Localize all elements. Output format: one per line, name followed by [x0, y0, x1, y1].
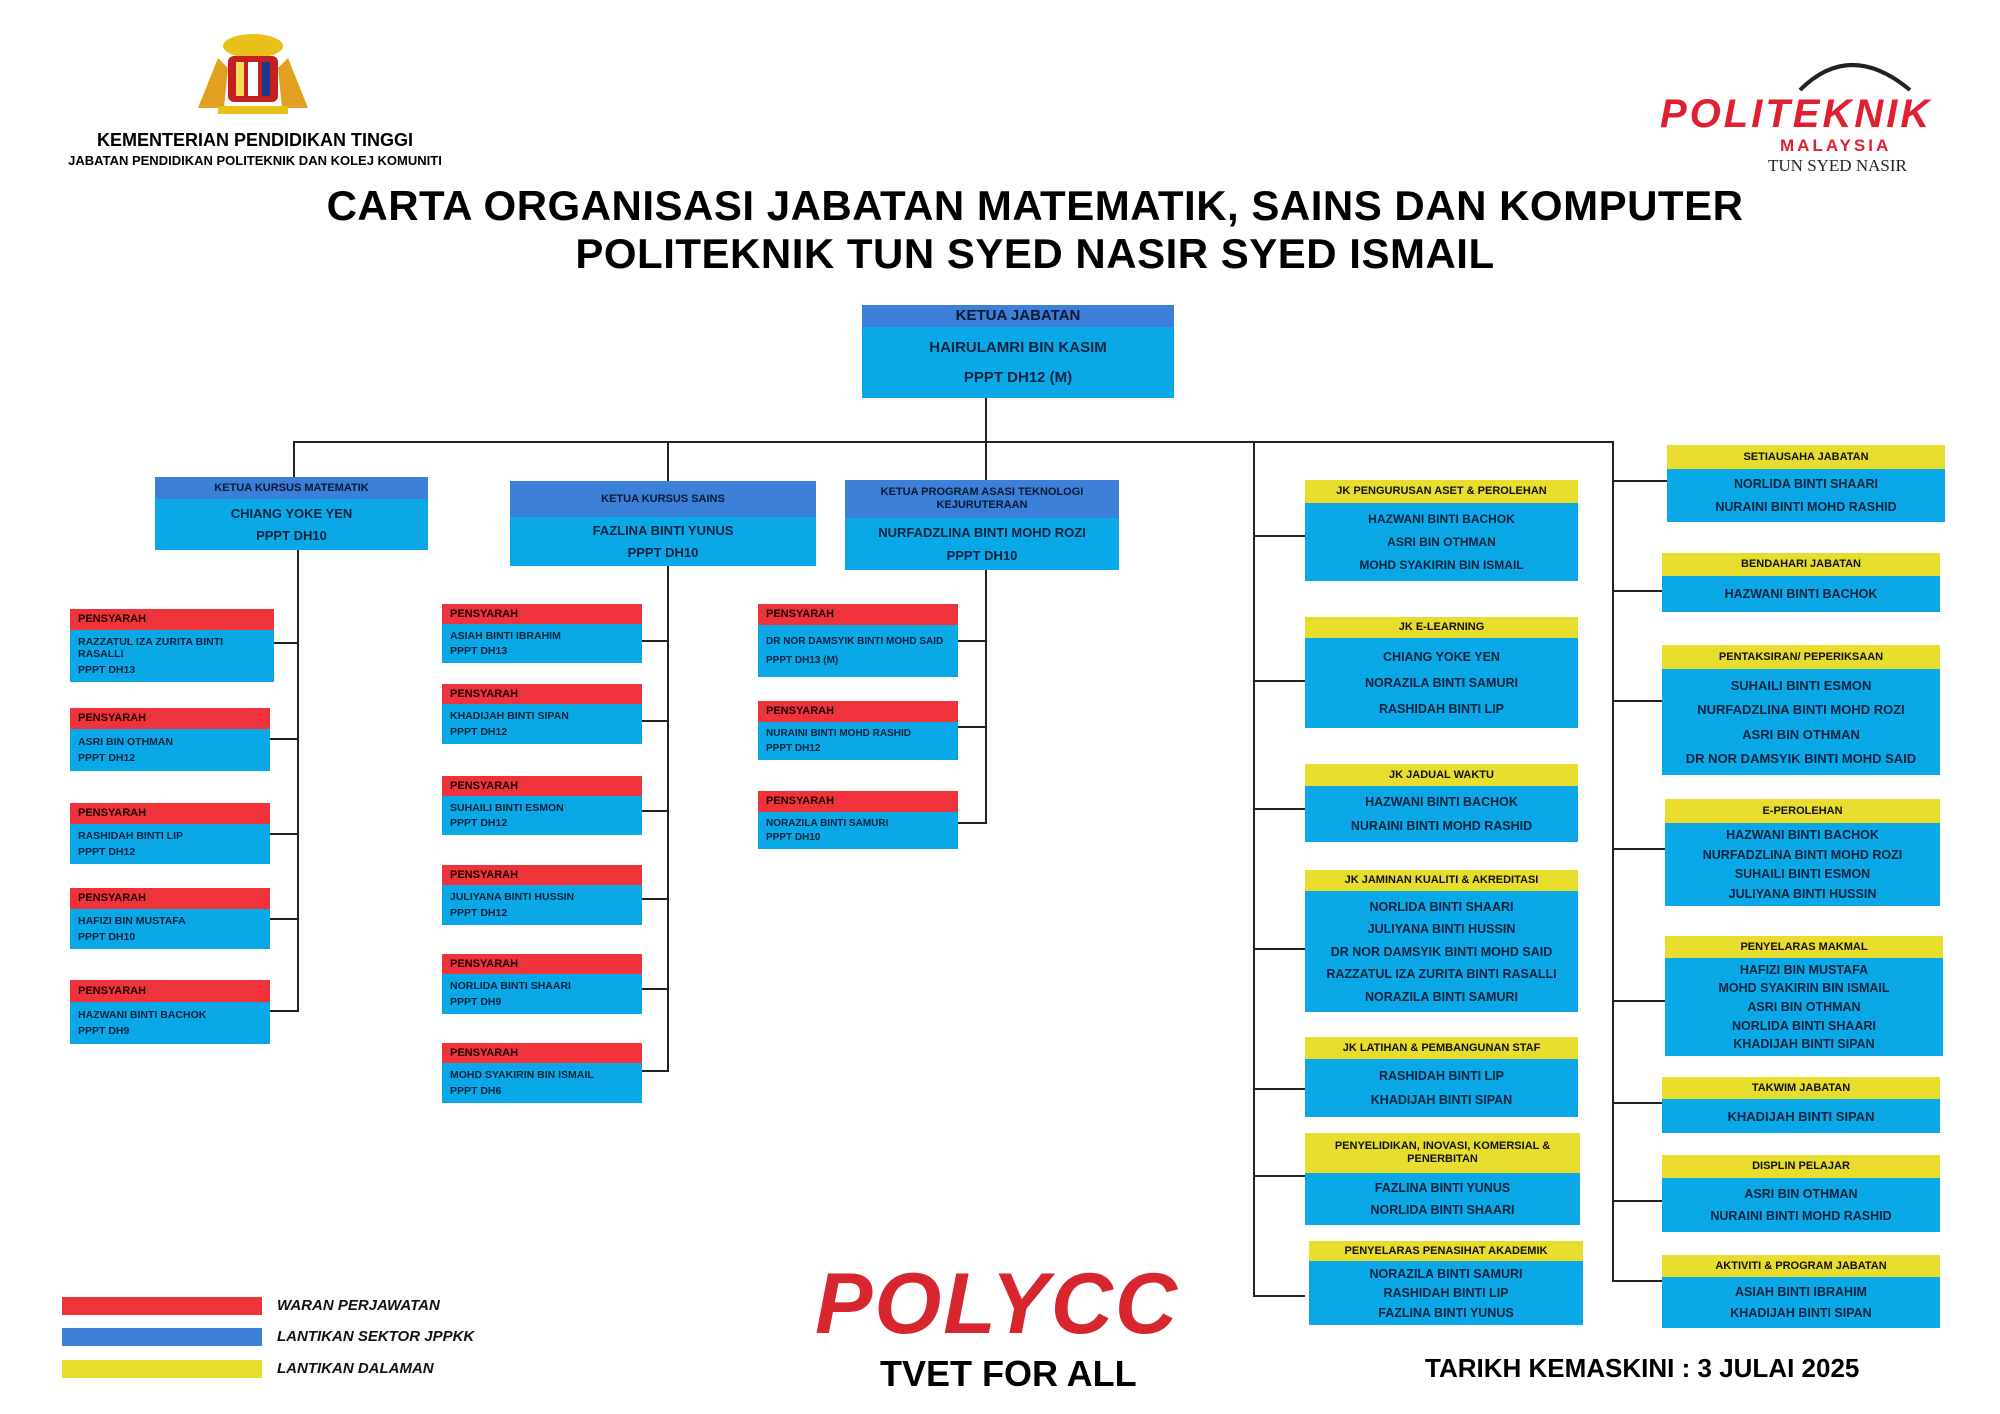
lecturer-grade: PPPT DH6 — [450, 1084, 502, 1097]
head-of-department — [862, 305, 1174, 398]
committee-member: NORAZILA BINTI SAMURI — [1369, 1266, 1523, 1281]
lecturer-card — [442, 776, 642, 835]
chart-title-line2: POLITEKNIK TUN SYED NASIR SYED ISMAIL — [575, 230, 1495, 277]
lecturer-name: HAZWANI BINTI BACHOK — [78, 1009, 207, 1021]
lecturer-role: PENSYARAH — [442, 1043, 642, 1063]
legend-label: LANTIKAN SEKTOR JPPKK — [277, 1328, 475, 1345]
committee-card — [1305, 480, 1578, 581]
committee-title: JK JAMINAN KUALITI & AKREDITASI — [1305, 870, 1578, 891]
lecturer-role: PENSYARAH — [442, 604, 642, 624]
committee-title: DISPLIN PELAJAR — [1662, 1155, 1940, 1178]
committee-title: TAKWIM JABATAN — [1662, 1077, 1940, 1099]
coordinator-grade: PPPT DH10 — [946, 547, 1018, 563]
committee-member: HAZWANI BINTI BACHOK — [1724, 587, 1878, 601]
lecturer-name: JULIYANA BINTI HUSSIN — [450, 891, 575, 904]
committee-member: ASRI BIN OTHMAN — [1747, 999, 1861, 1014]
lecturer-role: PENSYARAH — [70, 803, 270, 824]
committee-member: DR NOR DAMSYIK BINTI MOHD SAID — [1330, 944, 1553, 959]
lecturer-card — [442, 954, 642, 1014]
lecturer-card — [758, 791, 958, 849]
committee-title: PENYELARAS PENASIHAT AKADEMIK — [1309, 1241, 1583, 1261]
coordinator-name: CHIANG YOKE YEN — [230, 506, 353, 521]
committee-card — [1662, 553, 1940, 612]
committee-member: NORLIDA BINTI SHAARI — [1734, 477, 1878, 492]
committee-title: PENYELARAS MAKMAL — [1665, 936, 1943, 958]
lecturer-grade: PPPT DH12 — [450, 725, 508, 738]
committee-member: DR NOR DAMSYIK BINTI MOHD SAID — [1685, 750, 1917, 766]
lecturer-role: PENSYARAH — [70, 888, 270, 909]
lecturer-name: SUHAILI BINTI ESMON — [450, 802, 564, 814]
committee-member: KHADIJAH BINTI SIPAN — [1730, 1306, 1872, 1321]
committee-title: JK JADUAL WAKTU — [1305, 764, 1578, 786]
lecturer-role: PENSYARAH — [758, 701, 958, 722]
committee-member: NURFADZLINA BINTI MOHD ROZI — [1697, 702, 1905, 718]
lecturer-card — [442, 684, 642, 744]
committee-card — [1665, 799, 1940, 906]
polycc-tagline: TVET FOR ALL — [880, 1353, 1137, 1394]
lecturer-grade: PPPT DH13 — [78, 663, 136, 676]
lecturer-name: KHADIJAH BINTI SIPAN — [450, 710, 569, 723]
lecturer-role: PENSYARAH — [442, 954, 642, 974]
lecturer-card — [442, 604, 642, 663]
ministry-name: KEMENTERIAN PENDIDIKAN TINGGI — [96, 130, 413, 150]
polycc-logo — [815, 1255, 1215, 1395]
committee-member: JULIYANA BINTI HUSSIN — [1367, 922, 1516, 936]
politeknik-campus: TUN SYED NASIR — [1768, 156, 1907, 175]
coordinator-role: KETUA KURSUS SAINS — [510, 481, 816, 517]
legend-swatch-red — [62, 1297, 262, 1315]
head-name: HAIRULAMRI BIN KASIM — [929, 339, 1107, 357]
lecturer-name: ASIAH BINTI IBRAHIM — [450, 630, 561, 642]
lecturer-name: NURAINI BINTI MOHD RASHID — [766, 728, 911, 740]
department-name: JABATAN PENDIDIKAN POLITEKNIK DAN KOLEJ KOMUNITI — [68, 153, 442, 168]
politeknik-sub: MALAYSIA — [1780, 136, 1892, 155]
lecturer-card — [70, 888, 270, 949]
committee-member: HAZWANI BINTI BACHOK — [1368, 512, 1515, 526]
legend-label: LANTIKAN DALAMAN — [277, 1360, 434, 1377]
committee-title: SETIAUSAHA JABATAN — [1667, 445, 1945, 469]
head-role: KETUA JABATAN — [862, 305, 1174, 327]
committee-member: NURFADZLINA BINTI MOHD ROZI — [1702, 847, 1903, 862]
committee-member: RAZZATUL IZA ZURITA BINTI RASALLI — [1326, 967, 1557, 981]
lecturer-name: NORLIDA BINTI SHAARI — [450, 980, 571, 993]
committee-member: RASHIDAH BINTI LIP — [1383, 1286, 1509, 1300]
lecturer-name: RAZZATUL IZA ZURITA BINTI RASALLI — [78, 636, 224, 661]
committee-member: NORAZILA BINTI SAMURI — [1365, 989, 1518, 1004]
lecturer-name: MOHD SYAKIRIN BIN ISMAIL — [450, 1069, 594, 1082]
politeknik-logo — [1650, 50, 1980, 180]
committee-title: AKTIVITI & PROGRAM JABATAN — [1662, 1255, 1940, 1277]
legend-swatch-blue — [62, 1328, 262, 1346]
lecturer-card — [70, 803, 270, 864]
chart-title-line1: CARTA ORGANISASI JABATAN MATEMATIK, SAINS DAN KOMPUTER — [326, 182, 1744, 229]
committee-title: JK PENGURUSAN ASET & PEROLEHAN — [1305, 480, 1578, 503]
committee-card — [1305, 1037, 1578, 1117]
committee-card — [1309, 1241, 1583, 1325]
committee-member: MOHD SYAKIRIN BIN ISMAIL — [1718, 981, 1890, 996]
committee-member: FAZLINA BINTI YUNUS — [1374, 1181, 1511, 1195]
committee-card — [1305, 617, 1578, 728]
lecturer-grade: PPPT DH12 — [450, 906, 508, 919]
committee-card — [1305, 1133, 1580, 1225]
committee-title: PENTAKSIRAN/ PEPERIKSAAN — [1662, 645, 1940, 669]
committee-member: MOHD SYAKIRIN BIN ISMAIL — [1359, 558, 1524, 572]
lecturer-grade: PPPT DH12 — [766, 742, 821, 754]
lecturer-name: NORAZILA BINTI SAMURI — [766, 818, 889, 829]
lecturer-grade: PPPT DH13 (M) — [766, 655, 839, 666]
committee-member: FAZLINA BINTI YUNUS — [1378, 1305, 1514, 1320]
lecturer-grade: PPPT DH13 — [450, 645, 508, 657]
committee-member: SUHAILI BINTI ESMON — [1734, 867, 1871, 882]
lecturer-role: PENSYARAH — [758, 604, 958, 625]
politeknik-brand: POLITEKNIK — [1660, 92, 1933, 136]
lecturer-name: RASHIDAH BINTI LIP — [78, 830, 183, 843]
committee-member: NURAINI BINTI MOHD RASHID — [1715, 499, 1897, 514]
legend-label: WARAN PERJAWATAN — [277, 1297, 440, 1314]
lecturer-card — [70, 708, 270, 771]
committee-card — [1662, 1155, 1940, 1232]
committee-member: NURAINI BINTI MOHD RASHID — [1350, 818, 1533, 833]
lecturer-card — [442, 1043, 642, 1103]
committee-member: ASIAH BINTI IBRAHIM — [1735, 1284, 1867, 1299]
lecturer-role: PENSYARAH — [70, 708, 270, 729]
committee-card — [1305, 764, 1578, 842]
committee-member: CHIANG YOKE YEN — [1383, 650, 1500, 664]
lecturer-grade: PPPT DH10 — [766, 832, 821, 843]
committee-member: RASHIDAH BINTI LIP — [1379, 1069, 1504, 1083]
coordinator-box — [845, 480, 1119, 570]
lecturer-grade: PPPT DH12 — [450, 817, 508, 829]
committee-title: PENYELIDIKAN, INOVASI, KOMERSIAL & PENERBITAN — [1305, 1133, 1580, 1173]
polycc-brand: POLYCC — [815, 1256, 1179, 1352]
coordinator-box — [155, 477, 428, 550]
lecturer-grade: PPPT DH12 — [78, 845, 136, 858]
committee-member: ASRI BIN OTHMAN — [1742, 726, 1860, 742]
committee-title: BENDAHARI JABATAN — [1662, 553, 1940, 576]
committee-title: JK E-LEARNING — [1305, 617, 1578, 638]
committee-member: NORLIDA BINTI SHAARI — [1370, 1203, 1515, 1217]
committee-member: KHADIJAH BINTI SIPAN — [1370, 1093, 1513, 1107]
committee-member: NORLIDA BINTI SHAARI — [1732, 1018, 1876, 1033]
update-date: TARIKH KEMASKINI : 3 JULAI 2025 — [1425, 1353, 1860, 1383]
committee-card — [1665, 936, 1943, 1056]
lecturer-grade: PPPT DH9 — [450, 995, 502, 1008]
committee-title: JK LATIHAN & PEMBANGUNAN STAF — [1305, 1037, 1578, 1059]
lecturer-role: PENSYARAH — [70, 980, 270, 1002]
committee-card — [1667, 445, 1945, 522]
committee-member: KHADIJAH BINTI SIPAN — [1733, 1037, 1875, 1052]
committee-member: NORLIDA BINTI SHAARI — [1369, 899, 1514, 914]
coordinator-role: KETUA PROGRAM ASASI TEKNOLOGI KEJURUTERAAN — [845, 480, 1119, 518]
lecturer-role: PENSYARAH — [442, 684, 642, 704]
committee-member: ASRI BIN OTHMAN — [1387, 535, 1496, 549]
committee-card — [1662, 645, 1940, 775]
head-grade: PPPT DH12 (M) — [963, 368, 1073, 386]
coordinator-grade: PPPT DH10 — [256, 528, 327, 543]
lecturer-role: PENSYARAH — [442, 865, 642, 885]
coordinator-box — [510, 481, 816, 566]
coordinator-name: NURFADZLINA BINTI MOHD ROZI — [878, 525, 1086, 541]
lecturer-card — [758, 701, 958, 760]
lecturer-name: ASRI BIN OTHMAN — [78, 736, 174, 748]
committee-card — [1662, 1255, 1940, 1328]
committee-card — [1662, 1077, 1940, 1133]
lecturer-name: DR NOR DAMSYIK BINTI MOHD SAID — [766, 636, 944, 647]
committee-member: ASRI BIN OTHMAN — [1744, 1186, 1858, 1201]
lecturer-grade: PPPT DH12 — [78, 752, 136, 764]
lecturer-grade: PPPT DH9 — [78, 1025, 130, 1037]
coordinator-grade: PPPT DH10 — [627, 544, 699, 560]
committee-member: NORAZILA BINTI SAMURI — [1365, 676, 1518, 690]
coat-of-arms — [188, 28, 318, 120]
committee-member: HAFIZI BIN MUSTAFA — [1739, 962, 1869, 977]
lecturer-role: PENSYARAH — [70, 609, 274, 630]
committee-member: KHADIJAH BINTI SIPAN — [1727, 1108, 1875, 1124]
committee-member: SUHAILI BINTI ESMON — [1730, 678, 1872, 694]
lecturer-card — [442, 865, 642, 925]
committee-member: HAZWANI BINTI BACHOK — [1726, 828, 1879, 843]
committee-member: JULIYANA BINTI HUSSIN — [1728, 886, 1877, 901]
lecturer-name: HAFIZI BIN MUSTAFA — [78, 915, 186, 928]
lecturer-role: PENSYARAH — [758, 791, 958, 812]
committee-member: RASHIDAH BINTI LIP — [1379, 702, 1504, 716]
lecturer-card — [758, 604, 958, 677]
committee-card — [1305, 870, 1578, 1012]
lecturer-grade: PPPT DH10 — [78, 930, 136, 943]
lecturer-card — [70, 980, 270, 1044]
coordinator-name: FAZLINA BINTI YUNUS — [592, 523, 734, 539]
coordinator-role: KETUA KURSUS MATEMATIK — [155, 477, 428, 499]
lecturer-card — [70, 609, 274, 682]
committee-member: NURAINI BINTI MOHD RASHID — [1710, 1209, 1892, 1224]
lecturer-role: PENSYARAH — [442, 776, 642, 796]
committee-member: HAZWANI BINTI BACHOK — [1365, 795, 1518, 810]
committee-title: E-PEROLEHAN — [1665, 799, 1940, 823]
legend-swatch-yellow — [62, 1360, 262, 1378]
